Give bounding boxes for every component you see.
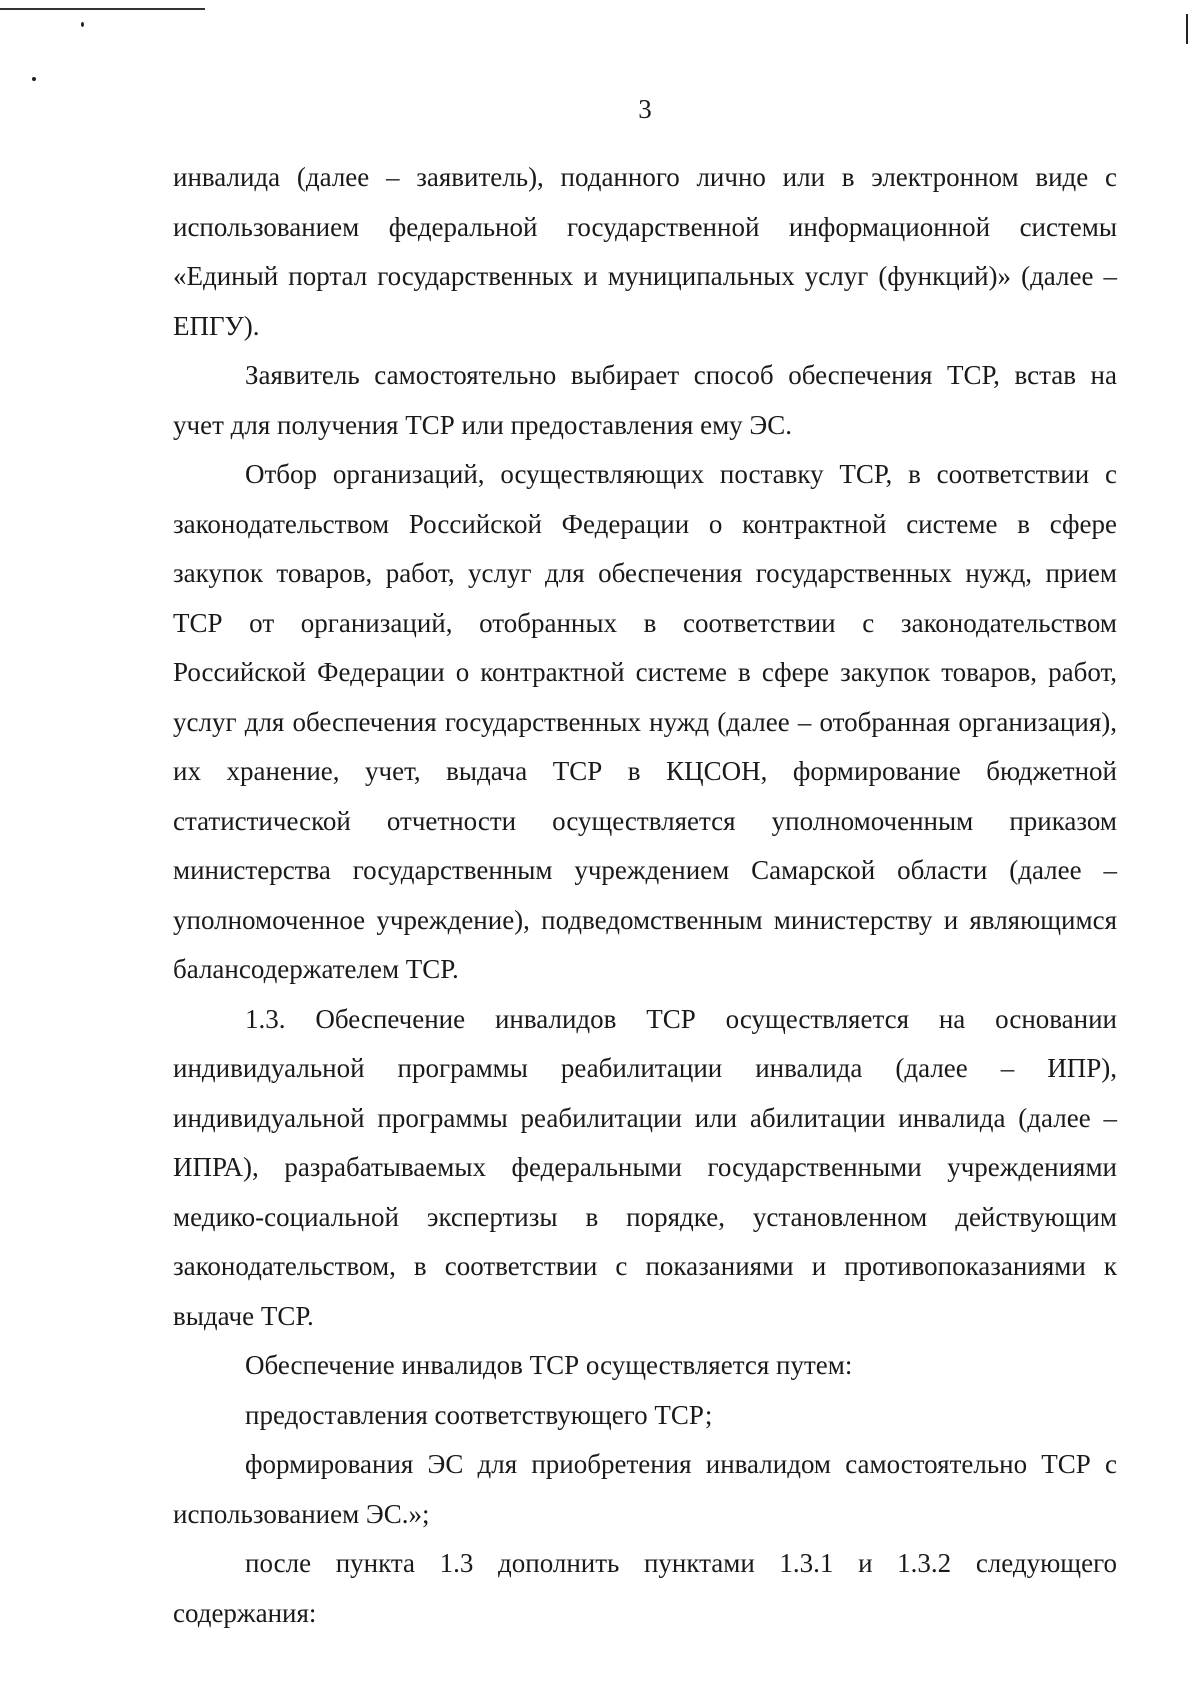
top-border-line: [0, 8, 205, 10]
document-body: [173, 153, 1117, 1638]
paragraph-method-choice: Заявитель самостоятельно выбирает способ обеспечения ТСР, встав на учет для получения ТСР или предоставления ему ЭС.: [173, 360, 1117, 440]
paragraph-provision-means: Обеспечение инвалидов ТСР осуществляется путем:: [245, 1350, 853, 1380]
paragraph-provision-item-1: предоставления соответствующего ТСР;: [245, 1399, 713, 1430]
paragraph-amendment: после пункта 1.3 дополнить пунктами 1.3.1 и 1.3.2 следующего содержания:: [173, 1548, 1117, 1628]
paragraph-section-1-3: 1.3. Обеспечение инвалидов ТСР осуществляется на основании индивидуальной программы реабилитации инвалида (далее – ИПР), индивидуальной программы реабилитации или абилитации инвалида (далее – ИПРА), разрабатываемых федеральными государственными учреждениями медико-социальной экспертизы в порядке, установленном действующим законодательством, в соответствии с показаниями и противопоказаниями к выдаче ТСР.: [173, 1003, 1117, 1331]
page-number: 3: [638, 94, 652, 124]
paragraph-applicant-definition: инвалида (далее – заявитель), поданного лично или в электронном виде с использованием федеральной государственной информационной системы «Единый портал государственных и муниципальных услуг (функций)» (далее – ЕПГУ).: [173, 162, 1117, 341]
scan-speck: [1186, 14, 1188, 44]
scan-speck: [81, 22, 84, 27]
paragraph-provision-item-2: формирования ЭС для приобретения инвалидом самостоятельно ТСР с использованием ЭС.»;: [173, 1449, 1117, 1529]
paragraph-supplier-selection: Отбор организаций, осуществляющих поставку ТСР, в соответствии с законодательством Российской Федерации о контрактной системе в сфере закупок товаров, работ, услуг для обеспечения государственных нужд, прием ТСР от организаций, отобранных в соответствии с законодательством Российской Федерации о контрактной системе в сфере закупок товаров, работ, услуг для обеспечения государственных нужд (далее – отобранная организация), их хранение, учет, выдача ТСР в КЦСОН, формирование бюджетной статистической отчетности осуществляется уполномоченным приказом министерства государственным учреждением Самарской области (далее – уполномоченное учреждение), подведомственным министерству и являющимся балансодержателем ТСР.: [173, 459, 1117, 984]
scan-speck: [32, 77, 36, 81]
